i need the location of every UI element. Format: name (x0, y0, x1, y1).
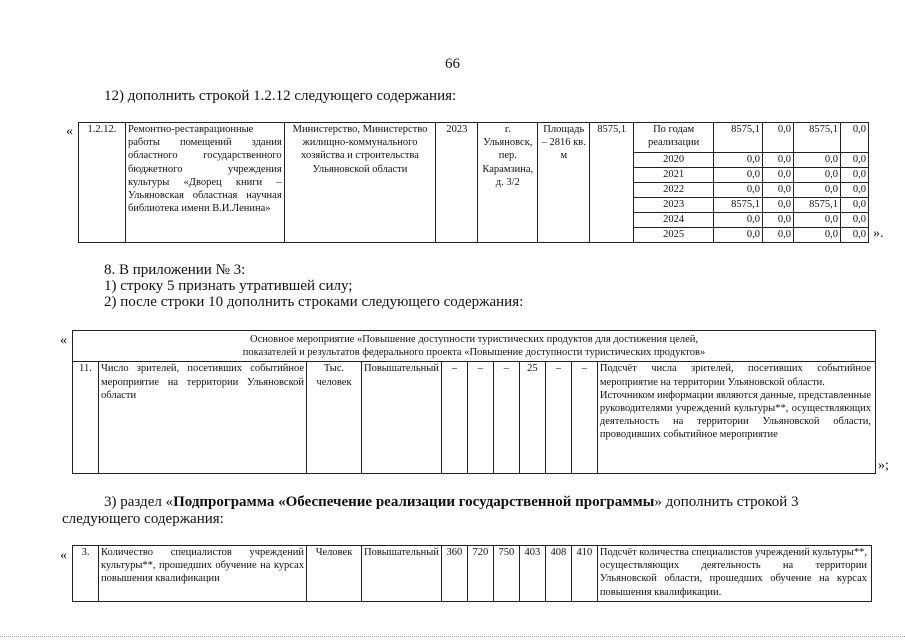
table2-cell: – (493, 362, 519, 474)
table1-name: Ремонтно-реставрационные работы помещений здания областного государственного бюджетного учреждения культуры «Дворец книги – Ульяновская областная научная библиотека имени В.И.Ленина» (125, 123, 284, 243)
table1-year: 2023 (436, 123, 478, 243)
table1-cell: 0,0 (840, 183, 868, 198)
table1-cell: 0,0 (840, 198, 868, 213)
table2-cell: 25 (519, 362, 545, 474)
paragraph-8-1: 1) строку 5 признать утратившей силу; (104, 278, 353, 294)
table1-cell: 0,0 (714, 228, 763, 243)
table2-number: 11. (73, 362, 99, 474)
table1-cell: 0,0 (763, 153, 794, 168)
table3-cell: 403 (519, 546, 545, 602)
table1-cell: 0,0 (794, 183, 841, 198)
table2-source: Источником информации являются данные, представленные руководителями учреждений культуры**, осуществляющих деятельность на территории Ульяновской области, проводивших событийное мероприятие (599, 389, 871, 441)
open-quote-2: « (60, 333, 67, 348)
table2-header-line-1: Основное мероприятие «Повышение доступности туристических продуктов для достижения целей, (250, 334, 698, 345)
paragraph-8: 8. В приложении № 3: (104, 262, 246, 278)
table1-cell: 0,0 (714, 153, 763, 168)
table1-row-label: 2025 (634, 228, 714, 243)
table3-method: Подсчёт количества специалистов учреждений культуры**, осуществляющих деятельность на территории Ульяновской области, прошедших обучение на курсах повышения квалификации. (597, 546, 871, 602)
table2-header-line-2: показателей и результатов федерального проекта «Повышение доступности туристических продуктов» (242, 347, 706, 359)
table2-method: Подсчёт числа зрителей, посетивших событийное мероприятие на территории Ульяновской области. (599, 363, 871, 388)
table1-cost: 8575,1 (590, 123, 634, 243)
table1-cell: 0,0 (840, 153, 868, 168)
table2-name: Число зрителей, посетивших событийное мероприятие на территории Ульяновской области (99, 362, 307, 474)
table1-cell: 0,0 (763, 198, 794, 213)
table1-ministry: Министерство, Министерство жилищно-коммунального хозяйства и строительства Ульяновской области (284, 123, 436, 243)
table1-address: г. Ульяновск, пер. Карамзина, д. 3/2 (478, 123, 538, 243)
table3-direction: Повышательный (362, 546, 442, 602)
table1-cell: 0,0 (714, 183, 763, 198)
scan-edge-line (0, 636, 905, 637)
close-quote-1: ». (873, 226, 884, 241)
table3-cell: 720 (467, 546, 493, 602)
table1-row-label: По годам реализации (634, 123, 714, 153)
table1-row-label: 2020 (634, 153, 714, 168)
table1-cell: 0,0 (763, 183, 794, 198)
paragraph-3-line-2: следующего содержания: (62, 511, 224, 527)
paragraph-3-suffix: » дополнить строкой 3 (654, 494, 799, 510)
table1-cell: 0,0 (840, 228, 868, 243)
table1-cell: 0,0 (763, 228, 794, 243)
table1-cell: 0,0 (714, 168, 763, 183)
table-2 (72, 330, 876, 474)
close-quote-2: »; (878, 458, 889, 473)
table1-row-label: 2024 (634, 213, 714, 228)
table1-cell: 0,0 (840, 123, 868, 153)
paragraph-3-prefix: 3) раздел « (104, 494, 174, 510)
table1-cell: 8575,1 (794, 198, 841, 213)
table3-number: 3. (73, 546, 99, 602)
table2-cell: – (571, 362, 597, 474)
table1-row-label: 2023 (634, 198, 714, 213)
paragraph-3-bold: Подпрограмма «Обеспечение реализации государственной программы (173, 494, 655, 510)
table2-cell: – (467, 362, 493, 474)
table2-direction: Повышательный (362, 362, 442, 474)
table1-area: Площадь – 2816 кв. м (538, 123, 590, 243)
table-3 (72, 545, 872, 602)
table1-cell: 0,0 (763, 123, 794, 153)
page-number: 66 (445, 56, 460, 72)
table1-row-label: 2021 (634, 168, 714, 183)
table3-name: Количество специалистов учреждений культуры**, прошедших обучение на курсах повышения квалификации (99, 546, 307, 602)
table2-cell: – (441, 362, 467, 474)
paragraph-12: 12) дополнить строкой 1.2.12 следующего содержания: (104, 88, 457, 104)
paragraph-3 (104, 494, 798, 511)
table2-unit: Тыс. человек (307, 362, 362, 474)
paragraph-8-2: 2) после строки 10 дополнить строками следующего содержания: (104, 294, 524, 310)
table1-cell: 0,0 (794, 228, 841, 243)
table1-cell: 0,0 (840, 168, 868, 183)
table1-cell: 0,0 (763, 168, 794, 183)
table3-cell: 408 (545, 546, 571, 602)
table3-unit: Человек (307, 546, 362, 602)
table1-cell: 0,0 (763, 213, 794, 228)
table1-cell: 8575,1 (714, 123, 763, 153)
table-1 (78, 122, 869, 243)
table1-cell: 0,0 (840, 213, 868, 228)
table1-cell: 8575,1 (714, 198, 763, 213)
open-quote-3: « (60, 548, 67, 563)
table1-cell: 0,0 (714, 213, 763, 228)
table1-cell: 8575,1 (794, 123, 841, 153)
table2-cell: – (545, 362, 571, 474)
open-quote-1: « (66, 124, 73, 139)
table1-number: 1.2.12. (79, 123, 126, 243)
table1-cell: 0,0 (794, 168, 841, 183)
table1-row-label: 2022 (634, 183, 714, 198)
table1-cell: 0,0 (794, 213, 841, 228)
table3-cell: 410 (571, 546, 597, 602)
table1-cell: 0,0 (794, 153, 841, 168)
table3-cell: 750 (493, 546, 519, 602)
table3-cell: 360 (441, 546, 467, 602)
